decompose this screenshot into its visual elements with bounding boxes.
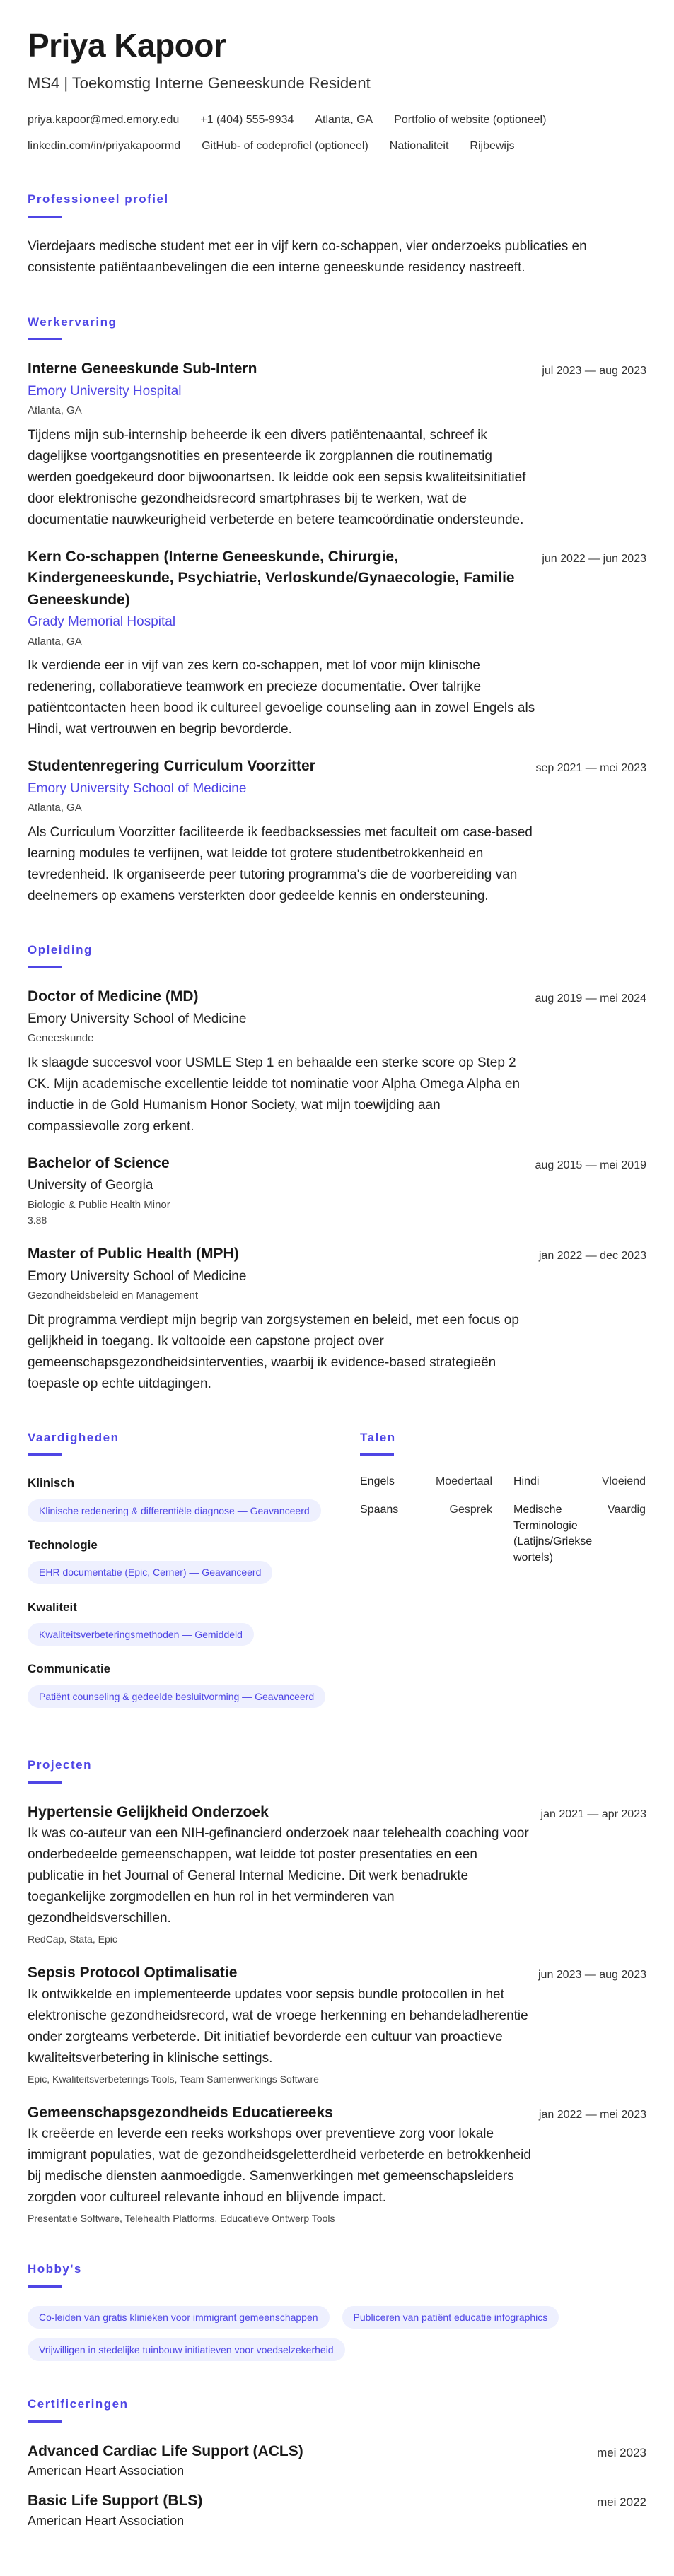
school: Emory University School of Medicine	[28, 1268, 247, 1284]
profile-section	[28, 190, 646, 279]
project-dates: jan 2022 — mei 2023	[538, 2108, 646, 2121]
experience-entry	[28, 358, 646, 531]
certifications-section	[28, 2395, 646, 2530]
section-divider	[28, 1781, 62, 1784]
skill-pill: EHR documentatie (Epic, Cerner) — Geavanceerd	[28, 1561, 272, 1583]
contact-location: Atlanta, GA	[315, 113, 373, 126]
education-entry	[28, 1153, 646, 1228]
certification-date: mei 2023	[597, 2445, 646, 2459]
section-title: Projecten	[28, 1758, 92, 1772]
contact-portfolio[interactable]: Portfolio of website (optioneel)	[394, 113, 547, 126]
contact-phone[interactable]: +1 (404) 555-9934	[200, 113, 294, 126]
degree: Master of Public Health (MPH)	[28, 1246, 239, 1263]
field-of-study: Biologie & Public Health Minor	[28, 1198, 170, 1211]
project-entry	[28, 1802, 646, 1948]
skill-pill: Patiënt counseling & gedeelde besluitvorming — Geavanceerd	[28, 1685, 325, 1708]
experience-section	[28, 313, 646, 907]
resume-header	[28, 27, 646, 156]
project-dates: jun 2023 — aug 2023	[538, 1969, 646, 1981]
section-title: Werkervaring	[28, 315, 117, 329]
project-tools: Presentatie Software, Telehealth Platforms, Educatieve Ontwerp Tools	[28, 2213, 335, 2225]
project-title: Gemeenschapsgezondheids Educatiereeks	[28, 2104, 333, 2121]
language-item	[360, 1502, 492, 1566]
section-divider	[28, 216, 62, 218]
section-divider	[360, 1453, 394, 1456]
certification-entry	[28, 2490, 646, 2530]
degree: Bachelor of Science	[28, 1154, 170, 1171]
languages-section	[360, 1429, 646, 1723]
section-title: Vaardigheden	[28, 1430, 120, 1444]
contact-license: Rijbewijs	[470, 139, 515, 152]
project-entry	[28, 1962, 646, 2087]
job-location: Atlanta, GA	[28, 404, 82, 417]
education-entry	[28, 986, 646, 1137]
education-entry	[28, 1243, 646, 1395]
section-divider	[28, 2420, 62, 2423]
degree: Doctor of Medicine (MD)	[28, 988, 199, 1005]
education-dates: aug 2015 — mei 2019	[535, 1159, 646, 1171]
hobbies-section	[28, 2260, 646, 2361]
skill-group	[28, 1474, 332, 1522]
language-item	[513, 1502, 646, 1566]
section-title: Talen	[360, 1430, 396, 1444]
hobby-pill: Co-leiden van gratis klinieken voor immigrant gemeenschappen	[28, 2306, 330, 2329]
skill-pill: Kwaliteitsverbeteringsmethoden — Gemiddeld	[28, 1623, 254, 1646]
job-title: Studentenregering Curriculum Voorzitter	[28, 758, 315, 775]
job-dates: sep 2021 — mei 2023	[535, 762, 646, 775]
job-dates: jul 2023 — aug 2023	[542, 365, 646, 377]
certification-date: mei 2022	[597, 2495, 646, 2510]
job-description: Ik verdiende eer in vijf van zes kern co-schappen, met lof voor mijn klinische redenering, collaboratieve teamwork en precieze documentatie. Over talrijke patiëntcontacten heen bood ik cultureel gevoelige counseling aan in zowel Engels als Hindi, wat vertrouwen en begrip bevorderde.	[28, 658, 535, 737]
employer: Emory University Hospital	[28, 383, 182, 399]
projects-section	[28, 1756, 646, 2226]
skill-group	[28, 1598, 332, 1646]
education-description: Ik slaagde succesvol voor USMLE Step 1 en behaalde een sterke score op Step 2 CK. Mijn academische excellentie leidde tot nominatie voor Alpha Omega Alpha en inductie in de Gold Humanism Honor Society, wat mijn toewijding aan compassievolle zorg erkent.	[28, 1055, 521, 1134]
certification-issuer: American Heart Association	[28, 2464, 185, 2478]
certification-title: Basic Life Support (BLS)	[28, 2493, 203, 2510]
section-title: Opleiding	[28, 942, 93, 956]
section-divider	[28, 2285, 62, 2288]
section-title: Professioneel profiel	[28, 192, 169, 206]
language-name: Engels	[360, 1475, 395, 1488]
skill-group	[28, 1536, 332, 1584]
education-dates: aug 2019 — mei 2024	[535, 993, 646, 1005]
job-location: Atlanta, GA	[28, 635, 82, 648]
contact-email[interactable]: priya.kapoor@med.emory.edu	[28, 113, 180, 126]
education-description: Dit programma verdiept mijn begrip van zorgsystemen en beleid, met een focus op gelijkheid in toegang. Ik voltooide een capstone project over gemeenschapsgezondheidsinterventies, waarbij ik evidence-based strategieën toepaste op echte uitdagingen.	[28, 1312, 519, 1391]
job-title: Interne Geneeskunde Sub-Intern	[28, 361, 257, 377]
language-item	[360, 1474, 492, 1489]
project-description: Ik creëerde en leverde een reeks workshops over preventieve zorg voor lokale immigrant populaties, wat de gezondheidsgeletterdheid verbeterde en betrokkenheid bij medische diensten aanmoedigde. Samenwerkingen met gemeenschapsleiders zorgden voor cultureel relevante inhoud en blijvende impact.	[28, 2126, 531, 2206]
school: University of Georgia	[28, 1178, 153, 1193]
education-dates: jan 2022 — dec 2023	[538, 1250, 646, 1263]
school: Emory University School of Medicine	[28, 1011, 247, 1026]
skill-group	[28, 1660, 332, 1708]
job-dates: jun 2022 — jun 2023	[542, 552, 646, 565]
certification-title: Advanced Cardiac Life Support (ACLS)	[28, 2442, 303, 2459]
section-divider	[28, 1453, 62, 1456]
headline: MS4 | Toekomstig Interne Geneeskunde Resident	[28, 74, 371, 92]
project-title: Sepsis Protocol Optimalisatie	[28, 1965, 238, 1981]
section-title: Certificeringen	[28, 2397, 129, 2411]
project-tools: RedCap, Stata, Epic	[28, 1933, 117, 1945]
language-name: Hindi	[513, 1475, 540, 1488]
skill-category: Klinisch	[28, 1476, 75, 1490]
hobby-pill: Vrijwilligen in stedelijke tuinbouw initiatieven voor voedselzekerheid	[28, 2338, 345, 2361]
project-description: Ik was co-auteur van een NIH-gefinancierd onderzoek naar telehealth coaching voor onderbedeelde gemeenschappen, wat leidde tot poster presentaties en een publicatie in het Journal of General Internal Medicine. Dit werk benadrukte toegankelijke zorgmodellen en hun rol in het verminderen van gezondheidsverschillen.	[28, 1826, 529, 1926]
project-dates: jan 2021 — apr 2023	[540, 1808, 646, 1820]
field-of-study: Geneeskunde	[28, 1032, 94, 1045]
job-description: Tijdens mijn sub-internship beheerde ik een divers patiëntenaantal, schreef ik dagelijkse voortgangsnotities en presenteerde ik zorgplannen die routinematig werden goedgekeurd door bijwoonartsen. Ik leidde ook een sepsis kwaliteitsinitiatief door elektronische gezondheidsrecord smartphrases bij te werken, wat de documentatie nauwkeurigheid verbeterde en betere teamcoördinatie ondersteunde.	[28, 427, 526, 527]
candidate-name: Priya Kapoor	[28, 27, 226, 64]
education-section	[28, 941, 646, 1395]
project-description: Ik ontwikkelde en implementeerde updates voor sepsis bundle protocollen in het elektronische gezondheidsrecord, wat de vroege herkenning en behandeladherentie onder zorgteams verbeterde. Dit initiatief bevorderde een cultuur van proactieve kwaliteitsverbetering in klinische settings.	[28, 1986, 528, 2066]
contact-linkedin[interactable]: linkedin.com/in/priyakapoormd	[28, 139, 181, 152]
language-item	[513, 1474, 646, 1489]
certification-entry	[28, 2441, 646, 2481]
hobby-pill: Publiceren van patiënt educatie infographics	[342, 2306, 559, 2329]
project-entry	[28, 2102, 646, 2227]
skill-category: Communicatie	[28, 1662, 111, 1676]
job-description: Als Curriculum Voorzitter faciliteerde ik feedbacksessies met faculteit om case-based learning modules te verfijnen, wat leidde tot grotere studentbetrokkenheid en tevredenheid. Ik organiseerde peer tutoring programma's die de voorbereiding van deelnemers op examens versterkten door gedeelde kennis en ondersteuning.	[28, 824, 533, 903]
skill-category: Kwaliteit	[28, 1600, 77, 1614]
section-title: Hobby's	[28, 2262, 82, 2276]
language-level: Vaardig	[608, 1504, 646, 1516]
language-level: Moedertaal	[435, 1475, 492, 1488]
skill-pill: Klinische redenering & differentiële diagnose — Geavanceerd	[28, 1499, 321, 1522]
contact-github[interactable]: GitHub- of codeprofiel (optioneel)	[202, 139, 368, 152]
field-of-study: Gezondheidsbeleid en Management	[28, 1289, 199, 1302]
section-divider	[28, 966, 62, 968]
section-divider	[28, 338, 62, 340]
job-title: Kern Co-schappen (Interne Geneeskunde, Chirurgie, Kindergeneeskunde, Psychiatrie, Verloskunde/Gynaecologie, Familie Geneeskunde)	[28, 548, 515, 608]
language-name: Spaans	[360, 1504, 399, 1516]
contact-nationality: Nationaliteit	[389, 139, 449, 152]
skills-section	[28, 1429, 332, 1723]
skill-category: Technologie	[28, 1538, 98, 1552]
job-location: Atlanta, GA	[28, 802, 82, 814]
certification-issuer: American Heart Association	[28, 2513, 185, 2528]
experience-entry	[28, 546, 646, 740]
experience-entry	[28, 756, 646, 907]
project-title: Hypertensie Gelijkheid Onderzoek	[28, 1803, 269, 1820]
language-name: Medische Terminologie (Latijns/Griekse wortels)	[513, 1504, 593, 1564]
language-level: Vloeiend	[601, 1475, 646, 1488]
profile-summary: Vierdejaars medische student met eer in vijf kern co-schappen, vier onderzoeks publicaties en consistente patiëntaanbevelingen die een interne geneeskunde residency nastreeft.	[28, 238, 587, 276]
employer: Grady Memorial Hospital	[28, 614, 176, 630]
skills-languages-row	[28, 1429, 646, 1723]
language-level: Gesprek	[449, 1504, 492, 1516]
gpa: 3.88	[28, 1214, 47, 1226]
project-tools: Epic, Kwaliteitsverbeterings Tools, Team Samenwerkings Software	[28, 2073, 319, 2085]
contact-info	[28, 110, 646, 157]
employer: Emory University School of Medicine	[28, 780, 247, 796]
